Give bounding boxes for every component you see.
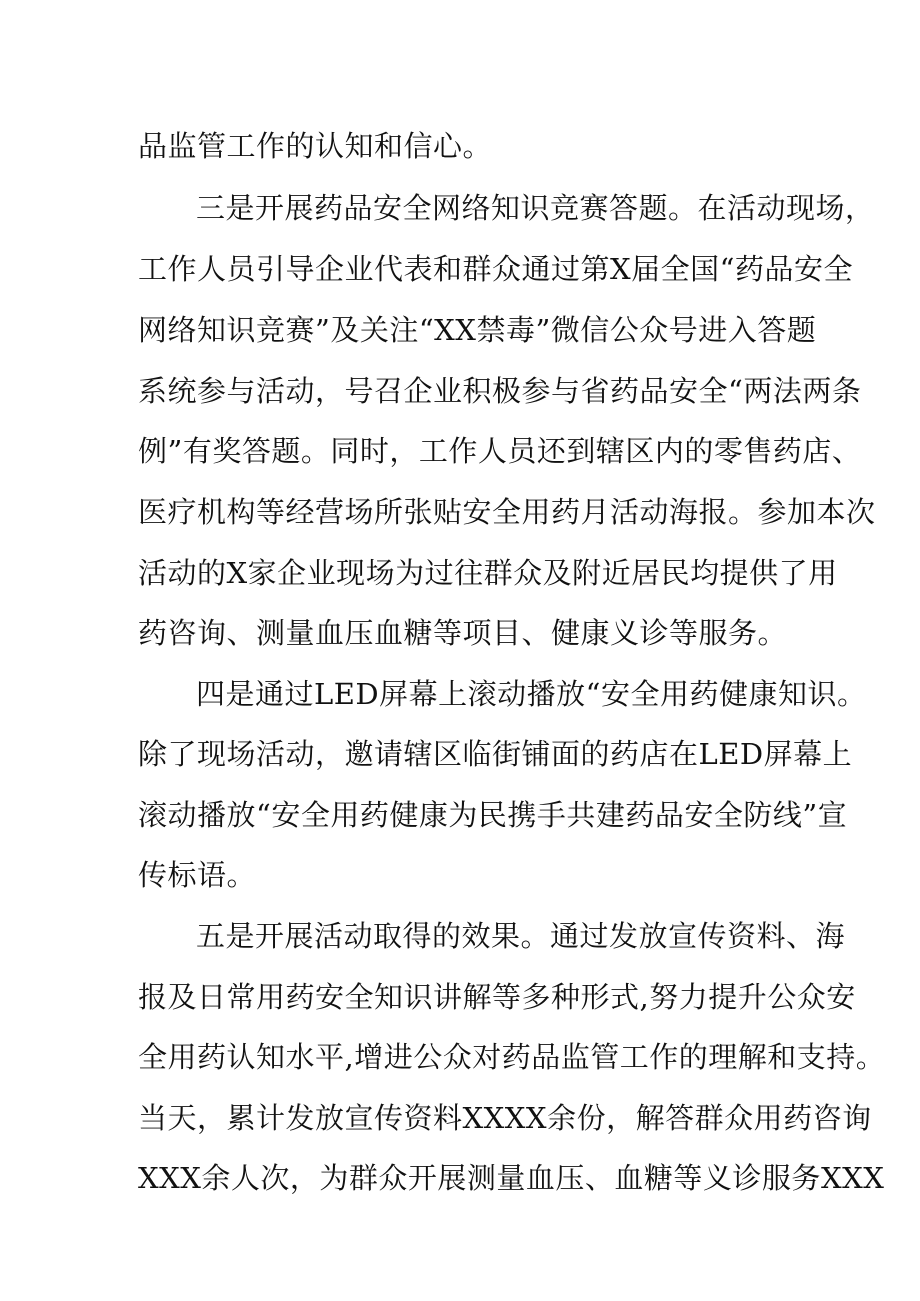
text-line-11: 除了现场活动，邀请辖区临街铺面的药店在LED屏幕上 [138, 737, 853, 771]
text-line-14: 五是开展活动取得的效果。通过发放宣传资料、海 [196, 919, 846, 953]
text-line-16: 全用药认知水平,增进公众对药品监管工作的理解和支持。 [138, 1040, 886, 1074]
text-line-3: 工作人员引导企业代表和群众通过第X届全国“药品安全 [138, 252, 853, 286]
text-line-13: 传标语。 [138, 858, 257, 892]
text-line-8: 活动的X家企业现场为过往群众及附近居民均提供了用 [138, 556, 838, 590]
text-line-1: 品监管工作的认知和信心。 [138, 129, 493, 163]
text-line-4: 网络知识竞赛”及关注“XX禁毒”微信公众号进入答题 [138, 313, 817, 347]
text-line-10: 四是通过LED屏幕上滚动播放“安全用药健康知识。 [196, 677, 867, 711]
text-line-17: 当天，累计发放宣传资料XXXX余份，解答群众用药咨询 [138, 1101, 872, 1135]
text-line-9: 药咨询、测量血压血糖等项目、健康义诊等服务。 [138, 616, 788, 650]
text-line-7: 医疗机构等经营场所张贴安全用药月活动海报。参加本次 [138, 495, 876, 529]
text-line-5: 系统参与活动，号召企业积极参与省药品安全“两法两条 [138, 374, 862, 408]
text-line-6: 例”有奖答题。同时，工作人员还到辖区内的零售药店、 [138, 434, 862, 468]
text-line-2: 三是开展药品安全网络知识竞赛答题。在活动现场， [196, 191, 875, 225]
text-line-18: XXX余人次，为群众开展测量血压、血糖等义诊服务XXX [138, 1161, 885, 1195]
text-line-15: 报及日常用药安全知识讲解等多种形式,努力提升公众安 [138, 980, 856, 1014]
text-line-12: 滚动播放“安全用药健康为民携手共建药品安全防线”宣 [138, 798, 848, 832]
